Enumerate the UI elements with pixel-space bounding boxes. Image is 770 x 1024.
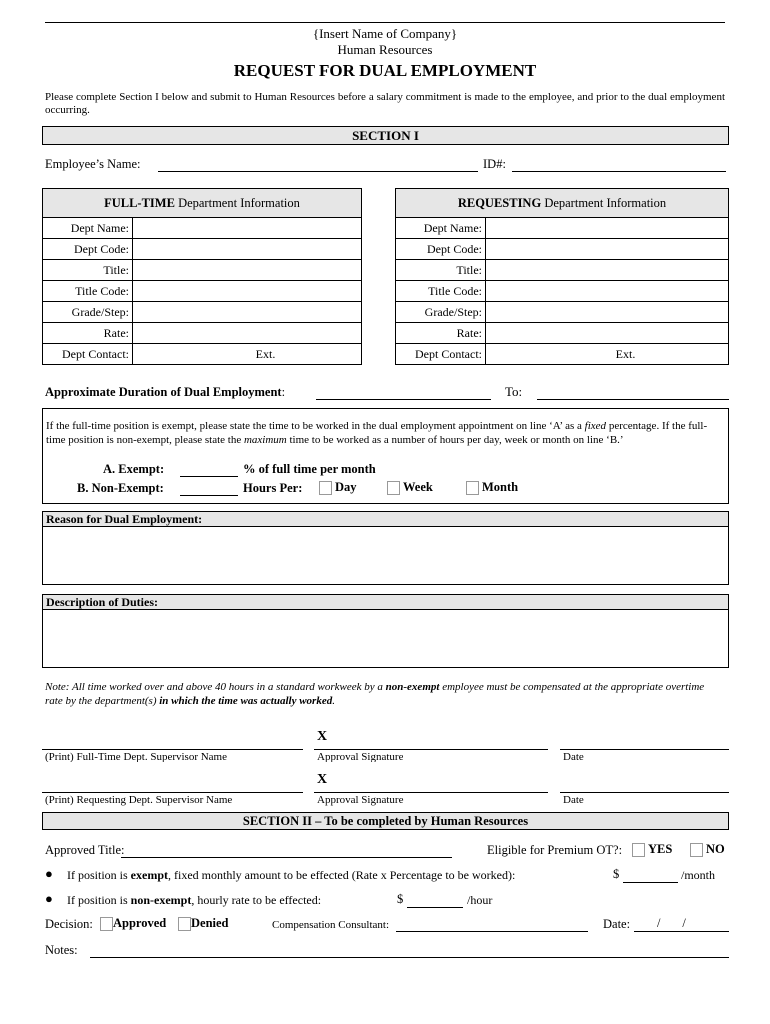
- requesting-grade-step-field[interactable]: [486, 302, 729, 323]
- fulltime-ext-label: Ext.: [255, 346, 276, 361]
- per-month-label: /month: [681, 868, 716, 882]
- week-checkbox[interactable]: [387, 481, 400, 495]
- consultant-field[interactable]: [396, 931, 588, 932]
- duration-to-field[interactable]: [537, 399, 729, 400]
- hourly-rate-field[interactable]: [407, 907, 463, 908]
- fulltime-title-code-label: Title Code:: [43, 281, 133, 302]
- hourly-dollar-sign: $: [397, 892, 404, 906]
- month-checkbox[interactable]: [466, 481, 479, 495]
- fulltime-rate-field[interactable]: [133, 323, 362, 344]
- requesting-date-label: Date: [563, 794, 584, 806]
- employee-name-label: Employee’s Name:: [45, 157, 141, 171]
- ot-yes-option[interactable]: [632, 842, 672, 857]
- eligible-ot-label: Eligible for Premium OT?:: [487, 843, 623, 857]
- requesting-dept-code-field[interactable]: [486, 239, 729, 260]
- fulltime-dept-heading: FULL-TIME Department Information: [43, 189, 362, 218]
- company-name: {Insert Name of Company}: [312, 26, 458, 41]
- requesting-grade-step-label: Grade/Step:: [396, 302, 486, 323]
- notes-field[interactable]: [90, 957, 729, 958]
- non-exempt-label: B. Non-Exempt:: [77, 481, 164, 495]
- requesting-dept-contact-field[interactable]: [486, 344, 729, 365]
- section-2-header: SECTION II – To be completed by Human Resources: [42, 812, 729, 830]
- fulltime-dept-code-label: Dept Code:: [43, 239, 133, 260]
- exempt-suffix: % of full time per month: [243, 462, 376, 476]
- duration-label: Approximate Duration of Dual Employment:: [45, 385, 286, 399]
- top-rule: [45, 22, 725, 23]
- department-name: Human Resources: [337, 42, 433, 57]
- bullet-icon: ●: [45, 866, 53, 881]
- fulltime-dept-table: [42, 188, 362, 365]
- approved-label: Approved: [113, 916, 167, 930]
- decision-date-label: Date:: [603, 917, 631, 931]
- duration-from-field[interactable]: [316, 399, 491, 400]
- exempt-amount-text: If position is exempt, fixed monthly amount to be effected (Rate x Percentage to be worked):: [67, 868, 516, 882]
- fulltime-dept-code-field[interactable]: [133, 239, 362, 260]
- exempt-percent-field[interactable]: [180, 476, 238, 477]
- duration-to-label: To:: [505, 384, 523, 399]
- week-label: Week: [403, 480, 433, 494]
- decision-label: Decision:: [45, 917, 93, 931]
- ot-no-option[interactable]: [690, 842, 725, 857]
- requesting-title-label: Title:: [396, 260, 486, 281]
- approved-title-field[interactable]: [121, 857, 452, 858]
- denied-label: Denied: [191, 916, 229, 930]
- requesting-dept-heading: REQUESTING Department Information: [396, 189, 729, 218]
- ot-yes-checkbox[interactable]: [632, 843, 645, 857]
- fulltime-supervisor-name-field[interactable]: [42, 749, 303, 750]
- approved-option[interactable]: [100, 916, 166, 931]
- page-title: REQUEST FOR DUAL EMPLOYMENT: [233, 61, 537, 80]
- fulltime-approval-signature-field[interactable]: [314, 749, 548, 750]
- overtime-note: Note: All time worked over and above 40 hours in a standard workweek by a non-exempt employee must be compensated at the appropriate overtime rate by the department(s) in which the time was actually worked.: [45, 681, 705, 707]
- requesting-approval-signature-field[interactable]: [314, 792, 548, 793]
- hours-per-label: Hours Per:: [243, 481, 303, 495]
- requesting-dept-name-field[interactable]: [486, 218, 729, 239]
- signature-x-1: X: [317, 729, 328, 744]
- day-label: Day: [335, 480, 357, 494]
- day-option[interactable]: [319, 480, 357, 495]
- time-worked-instructions: If the full-time position is exempt, please state the time to be worked in the dual employment appointment on line ‘A’ as a fixed percentage. If the full-time position is non-exempt, please state the maximum time to be worked as a number of hours per day, week or month on line ‘B.’: [46, 420, 708, 446]
- ot-no-label: NO: [706, 842, 725, 856]
- day-checkbox[interactable]: [319, 481, 332, 495]
- section-1-header: SECTION I: [42, 126, 729, 145]
- notes-label: Notes:: [45, 943, 78, 957]
- reason-textarea[interactable]: [42, 526, 729, 585]
- requesting-title-field[interactable]: [486, 260, 729, 281]
- monthly-amount-field[interactable]: [623, 882, 678, 883]
- bullet-icon: ●: [45, 891, 53, 906]
- requesting-supervisor-label: (Print) Requesting Dept. Supervisor Name: [45, 794, 233, 806]
- fulltime-date-field[interactable]: [560, 749, 729, 750]
- requesting-dept-name-label: Dept Name:: [396, 218, 486, 239]
- denied-option[interactable]: [178, 916, 229, 931]
- fulltime-grade-step-label: Grade/Step:: [43, 302, 133, 323]
- fulltime-dept-contact-label: Dept Contact:: [43, 344, 133, 365]
- fulltime-title-code-field[interactable]: [133, 281, 362, 302]
- ot-yes-label: YES: [648, 842, 673, 856]
- fulltime-supervisor-label: (Print) Full-Time Dept. Supervisor Name: [45, 751, 227, 762]
- duties-header: Description of Duties:: [42, 594, 729, 610]
- duties-textarea[interactable]: [42, 609, 729, 668]
- signature-x-2: X: [317, 772, 328, 787]
- per-hour-label: /hour: [467, 893, 493, 907]
- consultant-label: Compensation Consultant:: [272, 919, 390, 931]
- requesting-supervisor-name-field[interactable]: [42, 792, 303, 793]
- requesting-title-code-label: Title Code:: [396, 281, 486, 302]
- requesting-dept-code-label: Dept Code:: [396, 239, 486, 260]
- fulltime-grade-step-field[interactable]: [133, 302, 362, 323]
- requesting-rate-field[interactable]: [486, 323, 729, 344]
- requesting-date-field[interactable]: [560, 792, 729, 793]
- requesting-dept-contact-label: Dept Contact:: [396, 344, 486, 365]
- employee-name-field[interactable]: [158, 171, 478, 172]
- non-exempt-rate-text: If position is non-exempt, hourly rate to be effected:: [67, 893, 322, 907]
- ot-no-checkbox[interactable]: [690, 843, 703, 857]
- month-label: Month: [482, 480, 519, 494]
- non-exempt-hours-field[interactable]: [180, 495, 238, 496]
- fulltime-date-label: Date: [563, 751, 584, 762]
- week-option[interactable]: [387, 480, 433, 495]
- exempt-label: A. Exempt:: [103, 462, 165, 476]
- requesting-title-code-field[interactable]: [486, 281, 729, 302]
- requesting-dept-table: [395, 188, 729, 365]
- month-option[interactable]: [466, 480, 518, 495]
- fulltime-title-field[interactable]: [133, 260, 362, 281]
- fulltime-dept-contact-field[interactable]: [133, 344, 362, 365]
- decision-date-field[interactable]: [634, 931, 729, 932]
- monthly-dollar-sign: $: [613, 867, 620, 881]
- fulltime-dept-name-field[interactable]: [133, 218, 362, 239]
- id-label: ID#:: [483, 157, 506, 171]
- fulltime-dept-name-label: Dept Name:: [43, 218, 133, 239]
- denied-checkbox[interactable]: [178, 917, 191, 931]
- requesting-approval-label: Approval Signature: [317, 794, 404, 806]
- approved-checkbox[interactable]: [100, 917, 113, 931]
- fulltime-rate-label: Rate:: [43, 323, 133, 344]
- requesting-rate-label: Rate:: [396, 323, 486, 344]
- fulltime-approval-label: Approval Signature: [317, 751, 404, 762]
- approved-title-label: Approved Title:: [45, 843, 125, 857]
- reason-header: Reason for Dual Employment:: [42, 511, 729, 527]
- intro-text: Please complete Section I below and submit to Human Resources before a salary commitment is made to the employee, and prior to the dual employment occurring.: [45, 91, 725, 116]
- id-field[interactable]: [512, 171, 726, 172]
- requesting-ext-label: Ext.: [615, 346, 636, 361]
- date-slashes: / /: [657, 916, 686, 930]
- fulltime-title-label: Title:: [43, 260, 133, 281]
